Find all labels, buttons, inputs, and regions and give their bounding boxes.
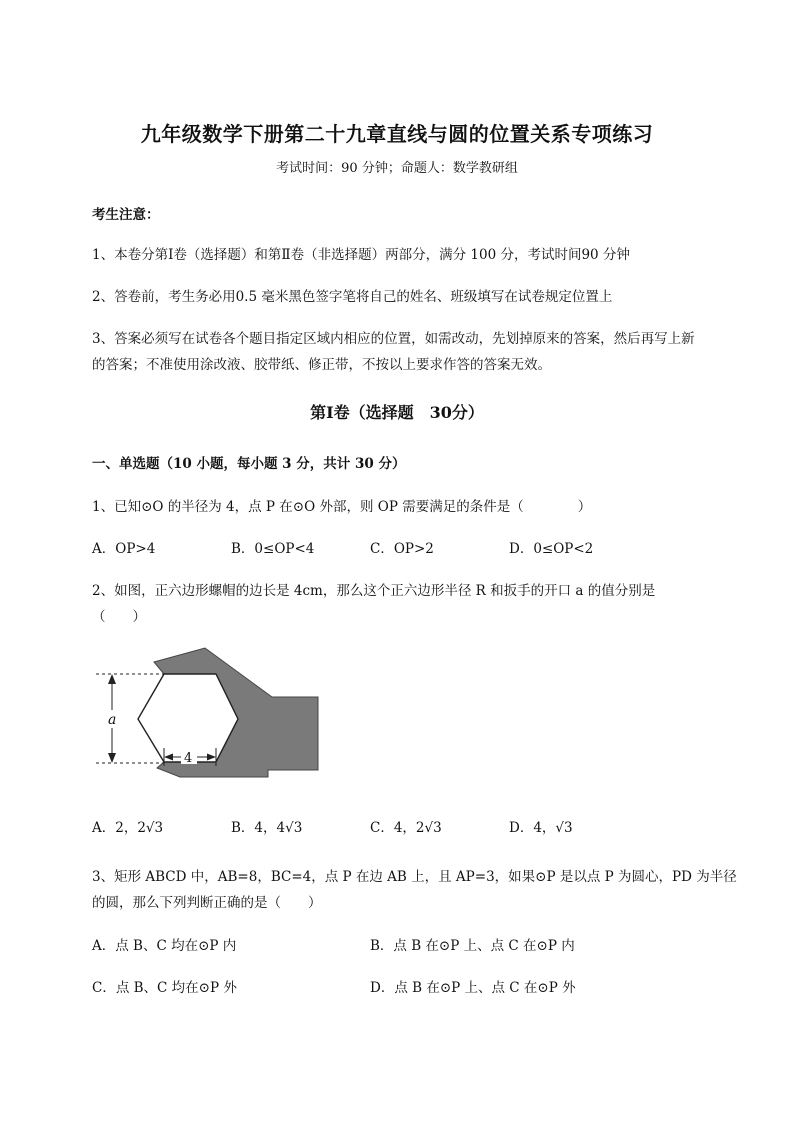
q3-option-b: B．点 B 在⊙P 上、点 C 在⊙P 内 xyxy=(370,938,575,954)
label-side-4: 4 xyxy=(184,751,193,766)
question-2-stem-cont: （ ） xyxy=(92,609,146,625)
wrench-hexagon-figure xyxy=(92,640,332,790)
q1-option-c: C．OP>2 xyxy=(370,541,434,557)
section-title: 第Ⅰ卷（选择题 30分） xyxy=(310,403,484,422)
notice-item-2: 2、答卷前，考生务必用0.5 毫米黑色签字笔将自己的姓名、班级填写在试卷规定位置上 xyxy=(92,289,613,305)
question-3-stem: 3、矩形 ABCD 中，AB=8，BC=4，点 P 在边 AB 上，且 AP=3，如果⊙P 是以点 P 为圆心，PD 为半径 xyxy=(92,869,737,885)
question-2-stem: 2、如图，正六边形螺帽的边长是 4cm，那么这个正六边形半径 R 和扳手的开口 a 的值分别是 xyxy=(92,583,656,599)
notice-heading: 考生注意： xyxy=(92,207,160,223)
q3-option-d: D．点 B 在⊙P 上、点 C 在⊙P 外 xyxy=(370,980,576,996)
part-heading: 一、单选题（10 小题，每小题 3 分，共计 30 分） xyxy=(92,456,406,472)
q1-option-b: B．0≤OP<4 xyxy=(231,541,315,557)
notice-item-3: 3、答案必须写在试卷各个题目指定区域内相应的位置，如需改动，先划掉原来的答案，然后再写上新 xyxy=(92,331,695,347)
notice-item-3-cont: 的答案；不准使用涂改液、胶带纸、修正带，不按以上要求作答的答案无效。 xyxy=(92,357,551,373)
question-3-stem-cont: 的圆，那么下列判断正确的是（ ） xyxy=(92,895,322,911)
q1-option-d: D．0≤OP<2 xyxy=(509,541,594,557)
q2-option-a: A．2，2√3 xyxy=(92,820,164,836)
q3-option-c: C．点 B、C 均在⊙P 外 xyxy=(92,980,237,996)
exam-info: 考试时间：90 分钟；命题人：数学教研组 xyxy=(276,161,518,176)
notice-item-1: 1、本卷分第Ⅰ卷（选择题）和第Ⅱ卷（非选择题）两部分，满分 100 分，考试时间90 分钟 xyxy=(92,247,630,263)
label-a: a xyxy=(108,712,117,728)
q2-option-c: C．4，2√3 xyxy=(370,820,442,836)
question-1-stem: 1、已知⊙O 的半径为 4，点 P 在⊙O 外部，则 OP 需要满足的条件是（ ） xyxy=(92,499,592,515)
q1-option-a: A．OP>4 xyxy=(92,541,156,557)
q2-option-d: D．4，√3 xyxy=(509,820,573,836)
page-title: 九年级数学下册第二十九章直线与圆的位置关系专项练习 xyxy=(140,122,654,146)
q3-option-a: A．点 B、C 均在⊙P 内 xyxy=(92,938,237,954)
q2-option-b: B．4，4√3 xyxy=(231,820,303,836)
